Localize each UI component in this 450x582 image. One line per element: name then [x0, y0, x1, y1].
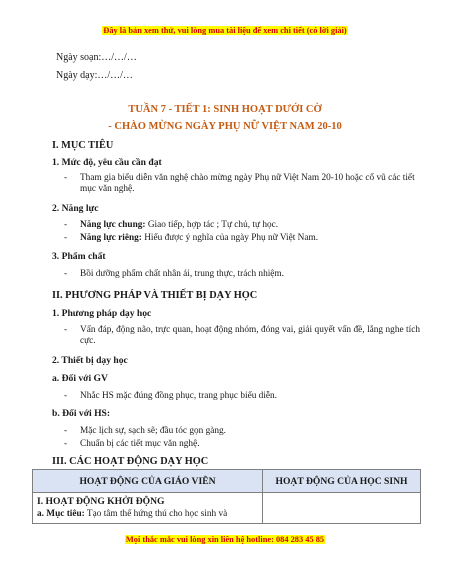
student-column-header: HOẠT ĐỘNG CỦA HỌC SINH	[263, 470, 421, 493]
bullet-dash: -	[64, 173, 68, 183]
list-item-text: Chuẩn bị các tiết mục văn nghệ.	[80, 439, 200, 449]
list-item-text	[80, 233, 420, 244]
hotline-text: Mọi thắc mắc vui lòng xin liên hệ hotline: 084 283 45 85	[125, 535, 325, 544]
warmup-goal-label: a. Mục tiêu:	[37, 509, 85, 519]
lesson-title-line2: - CHÀO MỪNG NGÀY PHỤ NỮ VIỆT NAM 20-10	[108, 121, 342, 132]
bullet-dash: -	[64, 426, 68, 436]
bullet-dash: -	[64, 325, 68, 335]
preview-notice-text: Đây là bản xem thử, vui lòng mua tài liệu để xem chi tiết (có lời giải)	[103, 26, 347, 35]
bullet-dash: -	[64, 439, 68, 449]
section-activities-heading: III. CÁC HOẠT ĐỘNG DẠY HỌC	[52, 456, 209, 467]
hotline-banner	[0, 535, 450, 544]
warmup-goal-text: Tạo tâm thế hứng thú cho học sinh và	[84, 509, 228, 519]
lesson-title-line1: TUẦN 7 - TIẾT 1: SINH HOẠT DƯỚI CỜ	[128, 104, 322, 115]
bullet-dash: -	[64, 233, 68, 243]
list-item-text: Bồi dưỡng phẩm chất nhân ái, trung thực, trách nhiệm.	[80, 269, 284, 279]
list-item-text: Vấn đáp, động não, trực quan, hoạt động nhóm, đóng vai, giải quyết vấn đề, lắng nghe tích cực.	[80, 325, 420, 347]
list-item-text: Mặc lịch sự, sạch sẽ; đầu tóc gọn gàng.	[80, 426, 227, 436]
teacher-activity-cell	[33, 493, 263, 524]
date-prepared: Ngày soạn:…/…/…	[56, 52, 137, 63]
subsection-teaching-methods-heading: 1. Phương pháp dạy học	[52, 308, 152, 319]
table-header-row	[33, 470, 421, 493]
student-activity-cell	[263, 493, 421, 524]
student-prep-heading: b. Đối với HS:	[52, 408, 111, 419]
preview-notice-banner	[0, 26, 450, 35]
section-objectives-heading: I. MỤC TIÊU	[52, 140, 114, 151]
warmup-activity-heading: I. HOẠT ĐỘNG KHỞI ĐỘNG	[37, 496, 165, 507]
table-row	[33, 493, 421, 524]
teacher-column-header: HOẠT ĐỘNG CỦA GIÁO VIÊN	[33, 470, 263, 493]
date-taught: Ngày dạy:…/…/…	[56, 70, 133, 81]
general-competency-text: Giao tiếp, hợp tác ; Tự chủ, tự học.	[145, 220, 279, 230]
subsection-requirements-heading: 1. Mức độ, yêu cầu cần đạt	[52, 157, 162, 168]
bullet-dash: -	[64, 391, 68, 401]
bullet-dash: -	[64, 220, 68, 230]
specific-competency-text: Hiểu được ý nghĩa của ngày Phụ nữ Việt Nam.	[141, 233, 319, 243]
activities-table	[32, 469, 421, 524]
list-item-text: Tham gia biểu diễn văn nghệ chào mừng ngày Phụ nữ Việt Nam 20-10 hoặc cổ vũ các tiết mục văn nghệ.	[80, 173, 415, 195]
subsection-qualities-heading: 3. Phẩm chất	[52, 251, 106, 262]
subsection-competencies-heading: 2. Năng lực	[52, 203, 99, 214]
list-item-text	[80, 220, 420, 231]
bullet-dash: -	[64, 269, 68, 279]
specific-competency-label: Năng lực riêng:	[80, 233, 142, 243]
warmup-goal	[37, 508, 258, 520]
general-competency-label: Năng lực chung:	[80, 220, 146, 230]
section-methods-heading: II. PHƯƠNG PHÁP VÀ THIẾT BỊ DẠY HỌC	[52, 290, 258, 301]
teacher-prep-heading: a. Đối với GV	[52, 373, 108, 384]
list-item-text: Nhắc HS mặc đúng đồng phục, trang phục biểu diễn.	[80, 391, 277, 401]
subsection-equipment-heading: 2. Thiết bị dạy học	[52, 355, 128, 366]
